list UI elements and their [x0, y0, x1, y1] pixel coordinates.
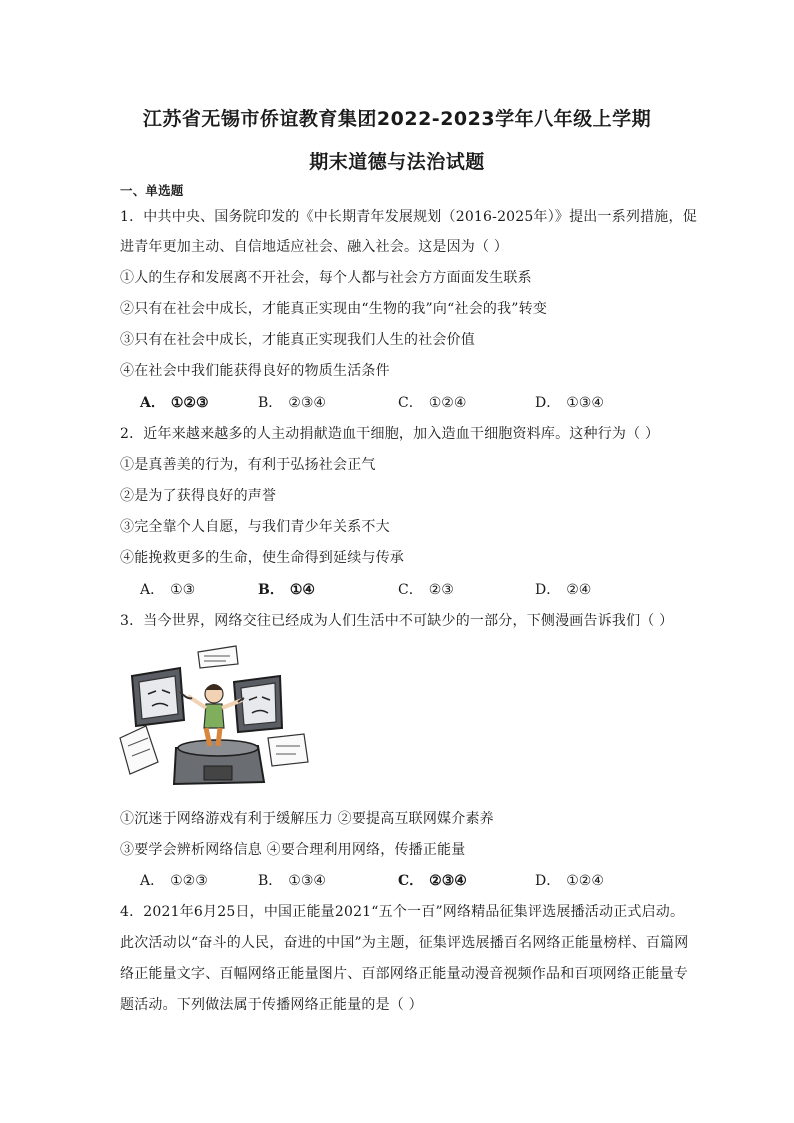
q1-statement: ①人的生存和发展离不开社会，每个人都与社会方方面面发生联系 — [120, 270, 532, 286]
q1-statement: ③只有在社会中成长，才能真正实现我们人生的社会价值 — [120, 332, 475, 348]
q2-option-c: C． ②③ — [398, 582, 454, 598]
q1-option-d: D． ①③④ — [535, 395, 604, 411]
q1-stem-line1: 1．中共中央、国务院印发的《中长期青年发展规划（2016-2025年）》提出一系列措施，促 — [120, 209, 697, 225]
q2-option-a: A． ①③ — [140, 582, 196, 598]
q3-statement: ③要学会辨析网络信息 ④要合理利用网络，传播正能量 — [120, 842, 466, 858]
q2-statement: ②是为了获得良好的声誉 — [120, 488, 277, 504]
q1-statement: ②只有在社会中成长，才能真正实现由“生物的我”向“社会的我”转变 — [120, 301, 548, 317]
q2-statement: ④能挽救更多的生命，使生命得到延续与传承 — [120, 550, 404, 566]
q4-line: 此次活动以“奋斗的人民，奋进的中国”为主题，征集评选展播百名网络正能量榜样、百篇网 — [120, 935, 689, 951]
q4-line: 络正能量文字、百幅网络正能量图片、百部网络正能量动漫音视频作品和百项网络正能量专 — [120, 966, 688, 982]
q3-option-a: A． ①②③ — [140, 873, 208, 889]
q3-statement: ①沉迷于网络游戏有利于缓解压力 ②要提高互联网媒介素养 — [120, 811, 494, 827]
q1-stem-line2: 进青年更加主动、自信地适应社会、融入社会。这是因为（ ） — [120, 239, 509, 255]
q4-line: 4．2021年6月25日，中国正能量2021“五个一百”网络精品征集评选展播活动正式启动。 — [120, 904, 685, 920]
q2-stem: 2．近年来越来越多的人主动捐献造血干细胞，加入造血干细胞资料库。这种行为（ ） — [120, 426, 660, 442]
exam-title-line2: 期末道德与法治试题 — [309, 151, 485, 173]
q1-option-a: A． ①②③ — [140, 395, 209, 411]
q2-statement: ①是真善美的行为，有利于弘扬社会正气 — [120, 457, 376, 473]
q1-option-b: B． ②③④ — [258, 395, 326, 411]
q2-statement: ③完全靠个人自愿，与我们青少年关系不大 — [120, 519, 390, 535]
q3-option-d: D． ①②④ — [535, 873, 604, 889]
q3-option-b: B． ①③④ — [258, 873, 326, 889]
q1-option-c: C． ①②④ — [398, 395, 467, 411]
q1-statement: ④在社会中我们能获得良好的物质生活条件 — [120, 363, 390, 379]
q4-line: 题活动。下列做法属于传播网络正能量的是（ ） — [120, 997, 423, 1013]
internet-cartoon-image — [118, 642, 314, 794]
q2-option-b: B． ①④ — [258, 582, 315, 598]
q3-option-c: C． ②③④ — [398, 873, 467, 889]
q3-stem: 3．当今世界，网络交往已经成为人们生活中不可缺少的一部分，下侧漫画告诉我们（ ） — [120, 613, 674, 629]
exam-title-line1: 江苏省无锡市侨谊教育集团2022-2023学年八年级上学期 — [142, 108, 652, 130]
q2-option-d: D． ②④ — [535, 582, 592, 598]
section-heading: 一、单选题 — [120, 183, 184, 198]
